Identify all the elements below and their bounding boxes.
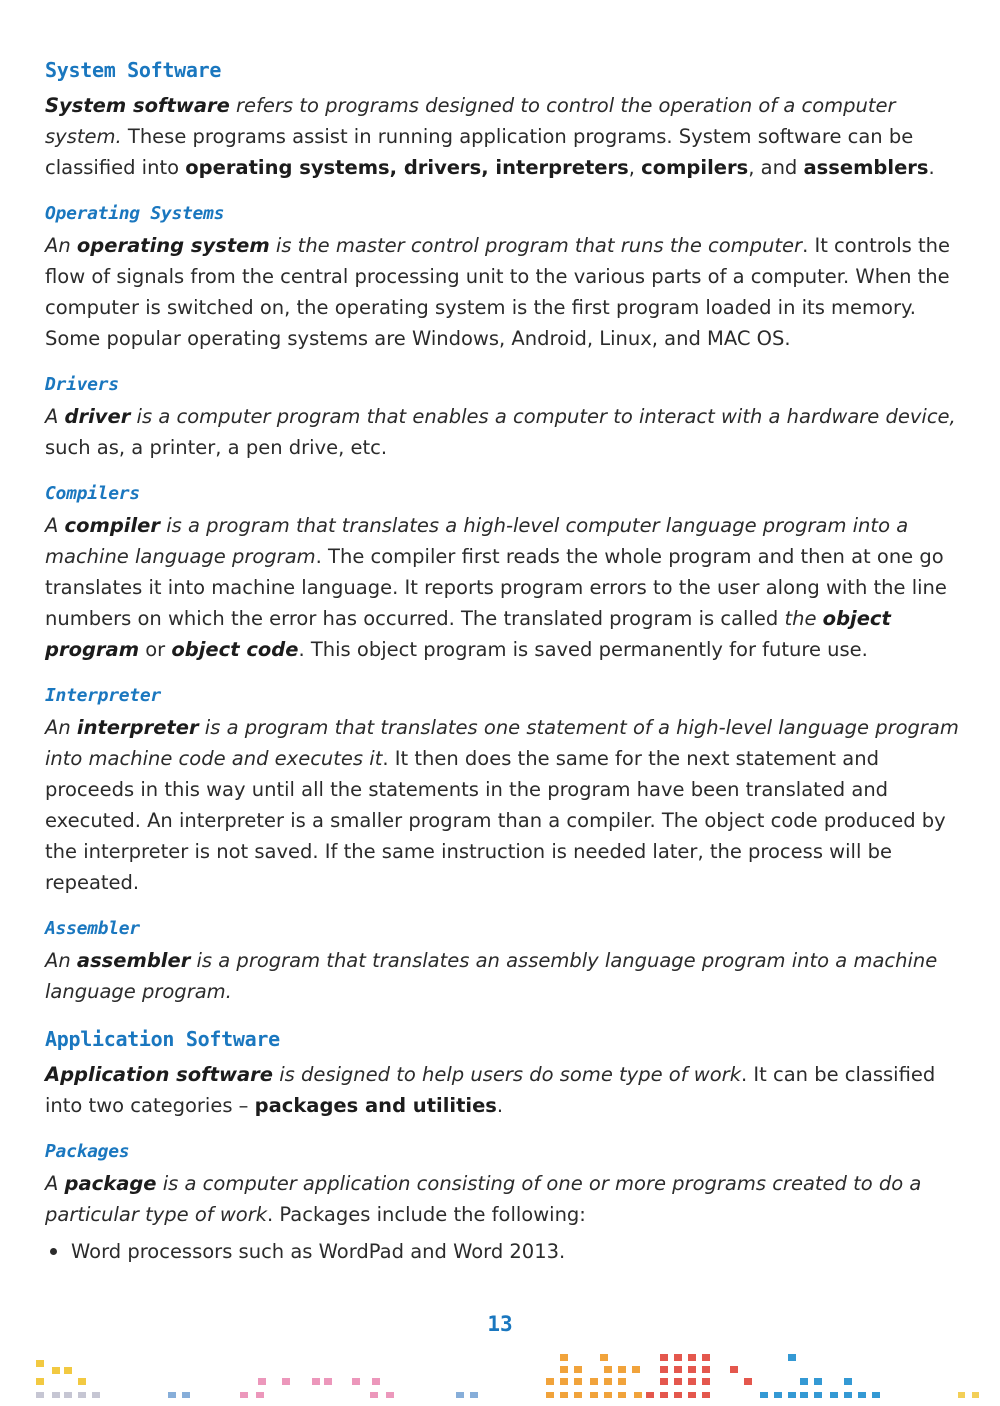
text: is a program that translates a high-level computer language program into a machine language program [45, 514, 909, 568]
heading-compilers: Compilers [45, 483, 140, 504]
pixel-squares-left-muted [36, 1392, 100, 1398]
heading-system-software: System Software [45, 58, 222, 82]
heading-drivers: Drivers [45, 374, 119, 395]
pixel-squares-left [36, 1360, 86, 1385]
application-software-paragraph [45, 1059, 960, 1121]
bullet-text: Word processors such as WordPad and Word 2013. [71, 1240, 566, 1263]
text: A [45, 1172, 65, 1195]
term: operating system [76, 234, 270, 257]
section-drivers [45, 374, 960, 463]
text: is a computer program that enables a computer to interact with a hardware device, [130, 405, 956, 428]
section-operating-systems [45, 203, 960, 354]
pixel-squares-blue-left [168, 1392, 478, 1398]
section-packages [45, 1141, 960, 1267]
text: refers to programs designed to control the operation of a computer system. [45, 94, 896, 148]
text: A [45, 405, 65, 428]
list-item [45, 1236, 960, 1267]
section-compilers [45, 483, 960, 665]
text: is designed to help users do some type of work [273, 1063, 741, 1086]
bullet-icon [50, 1248, 57, 1255]
term: object code [171, 638, 299, 661]
text: is the master control program that runs the computer [269, 234, 803, 257]
text: An [45, 949, 77, 972]
pixel-squares-orange [546, 1354, 642, 1398]
pixel-squares-pink [240, 1378, 394, 1398]
term: assembler [76, 949, 191, 972]
pixel-squares-red [646, 1354, 752, 1398]
term: package [64, 1172, 157, 1195]
term: object program [45, 607, 891, 661]
text: , [628, 156, 642, 179]
text: . It can be classified into two categories – [45, 1063, 936, 1117]
text: An [45, 234, 77, 257]
section-interpreter [45, 685, 960, 898]
text: , and [748, 156, 804, 179]
text: . It then does the same for the next statement and proceeds in this way until all the statements in the program have been translated and executed. An interpreter is a smaller program than a compiler. The object code produced by the interpreter is not saved. If the same instruction is needed later, the process will be repeated. [45, 747, 946, 894]
text: is a program that translates one statement of a high-level language program into machine code and executes it [45, 716, 959, 770]
section-system-software [45, 58, 960, 183]
text: . This object program is saved permanently for future use. [298, 638, 868, 661]
packages-paragraph [45, 1168, 960, 1230]
term: driver [64, 405, 131, 428]
heading-interpreter: Interpreter [45, 685, 161, 706]
text: is a computer application consisting of one or more programs created to do a particular type of work [45, 1172, 922, 1226]
term: System software [45, 94, 230, 117]
text: These programs assist in running application programs. System software can be classified into [45, 125, 914, 179]
term: operating systems, drivers, interpreters [185, 156, 629, 179]
heading-assembler: Assembler [45, 918, 140, 939]
assembler-paragraph [45, 945, 960, 1007]
page-content [45, 58, 960, 1287]
drivers-paragraph [45, 401, 960, 463]
pixel-squares-right-yellow [958, 1392, 979, 1398]
term: assemblers [803, 156, 929, 179]
interpreter-paragraph [45, 712, 960, 898]
section-application-software [45, 1027, 960, 1121]
pixel-decoration [0, 1340, 1000, 1406]
text: . The compiler first reads the whole program and then at one go translates it into machine language. It reports program errors to the user along with the line numbers on which the error has occurred. The translated program is called [45, 545, 947, 630]
text: A [45, 514, 65, 537]
system-software-paragraph [45, 90, 960, 183]
text: or [139, 638, 172, 661]
text: . It controls the flow of signals from the central processing unit to the various parts of a computer. When the computer is switched on, the operating system is the first program loaded in its memory. Some popular operating systems are Windows, Android, Linux, and MAC OS. [45, 234, 951, 350]
term: compilers [641, 156, 749, 179]
heading-application-software: Application Software [45, 1027, 280, 1051]
heading-packages: Packages [45, 1141, 130, 1162]
text: such as, a printer, a pen drive, etc. [45, 436, 388, 459]
term: compiler [64, 514, 160, 537]
pixel-squares-blue-right [760, 1354, 880, 1398]
text: is a program that translates an assembly language program into a machine language program. [45, 949, 938, 1003]
text: the [784, 607, 823, 630]
heading-operating-systems: Operating Systems [45, 203, 225, 224]
text: . Packages include the following: [267, 1203, 586, 1226]
page-number: 13 [487, 1312, 513, 1336]
text: . [496, 1094, 504, 1117]
term: packages and utilities [254, 1094, 497, 1117]
term: interpreter [76, 716, 199, 739]
compilers-paragraph [45, 510, 960, 665]
term: Application software [45, 1063, 273, 1086]
operating-systems-paragraph [45, 230, 960, 354]
text: An [45, 716, 77, 739]
section-assembler [45, 918, 960, 1007]
text: . [928, 156, 935, 179]
